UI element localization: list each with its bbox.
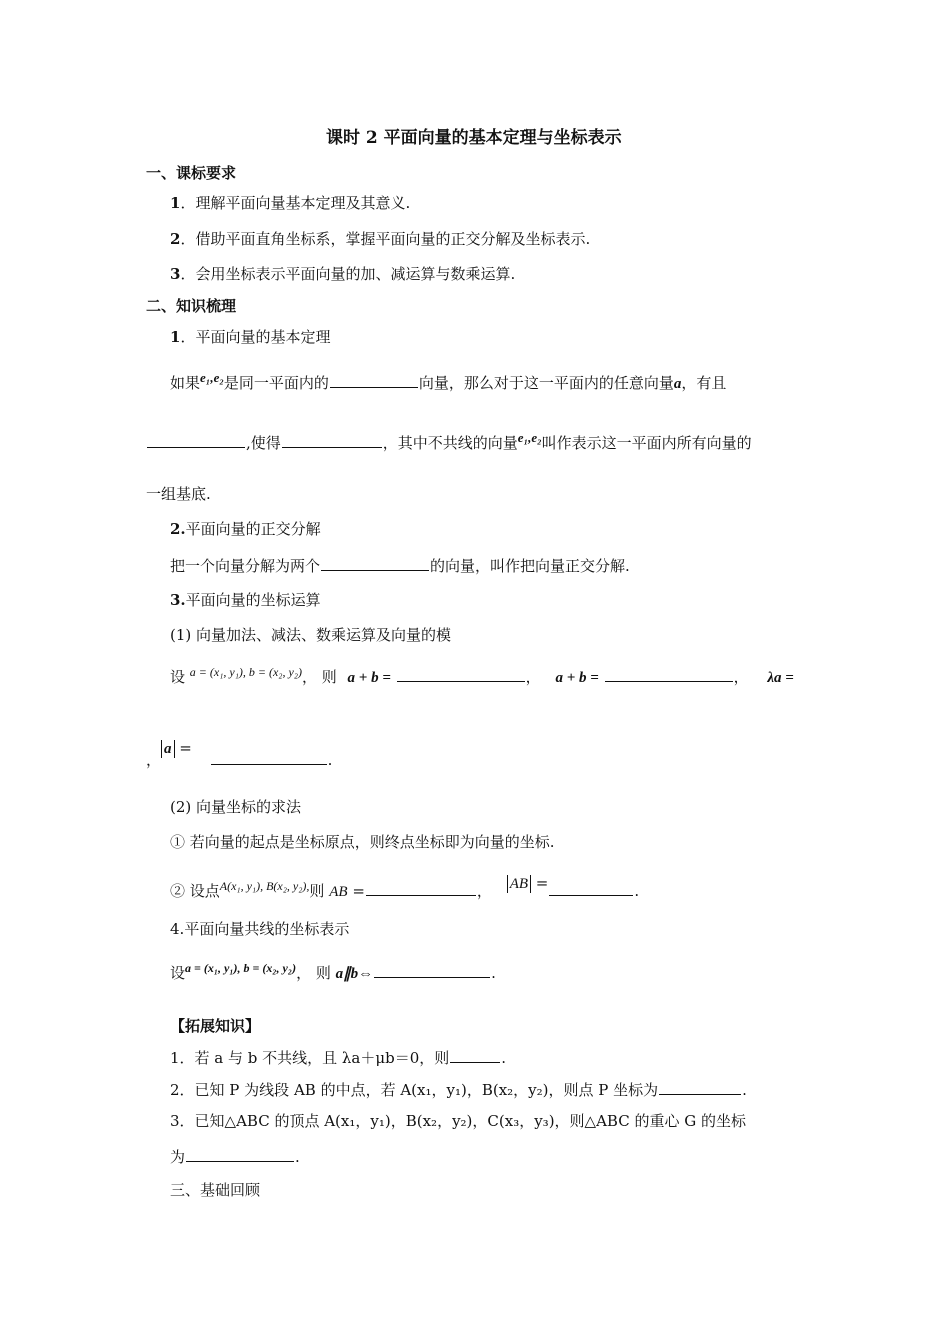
blank-ab[interactable] <box>366 880 476 896</box>
page-title: 课时 2 平面向量的基本定理与坐标表示 <box>326 128 622 148</box>
blank-diff[interactable] <box>605 666 733 682</box>
knowledge-1-title: 1．平面向量的基本定理 <box>170 328 331 346</box>
section-heading-1: 一、课标要求 <box>146 164 237 182</box>
blank-sum[interactable] <box>397 666 525 682</box>
section-heading-3: 三、基础回顾 <box>170 1181 261 1199</box>
theorem-line-3: 一组基底. <box>146 485 211 503</box>
knowledge-3-sub1: (1) 向量加法、减法、数乘运算及向量的模 <box>170 626 452 644</box>
blank-ab-modulus[interactable] <box>549 880 633 896</box>
section-heading-2: 二、知识梳理 <box>146 297 237 315</box>
rule-1: ① 若向量的起点是坐标原点，则终点坐标即为向量的坐标. <box>170 833 555 851</box>
knowledge-2-title: 2.平面向量的正交分解 <box>170 520 321 538</box>
knowledge-2-body: 把一个向量分解为两个 的向量，叫作把向量正交分解. <box>170 557 630 575</box>
blank-3[interactable] <box>282 432 382 448</box>
requirement-2: 2．借助平面直角坐标系，掌握平面向量的正交分解及坐标表示. <box>170 230 591 248</box>
theorem-line-1: 如果e₁,e₂是同一平面内的 向量，那么对于这一平面内的任意向量a，有且 <box>170 370 727 392</box>
blank-collinear[interactable] <box>374 962 490 978</box>
rule-2: ② 设点$^{A(x_1, y_1), B(x_2, y_2),}$则 AB = ， AB = . <box>170 874 640 900</box>
theorem-line-2: ,使得 ，其中不共线的向量e₁,e₂叫作表示这一平面内所有向量的 <box>146 432 752 454</box>
blank-q1[interactable] <box>450 1047 500 1063</box>
blank-4[interactable] <box>321 555 429 571</box>
requirement-3: 3．会用坐标表示平面向量的加、减运算与数乘运算. <box>170 265 516 283</box>
knowledge-4-title: 4.平面向量共线的坐标表示 <box>170 920 350 938</box>
knowledge-3-title: 3.平面向量的坐标运算 <box>170 591 321 609</box>
collinear-line: 设$^{a = (x_1, y_1), b = (x_2, y_2)}$， 则 a∥b⇔ . <box>170 961 496 982</box>
extension-q3-answer: 为 . <box>170 1148 300 1166</box>
coord-ops-line: 设 $^{a = (x_1, y_1), b = (x_2, y_2)}$， 则 a + b = ， a + b = ， λa = <box>170 665 794 686</box>
blank-2[interactable] <box>147 432 245 448</box>
extension-q3: 3．已知△ABC 的顶点 A(x₁，y₁)，B(x₂，y₂)，C(x₃，y₃)，则△ABC 的重心 G 的坐标 <box>170 1112 746 1130</box>
blank-q2[interactable] <box>659 1079 741 1095</box>
blank-q3[interactable] <box>186 1146 294 1162</box>
requirement-1: 1．理解平面向量基本定理及其意义. <box>170 194 411 212</box>
extension-q2: 2．已知 P 为线段 AB 的中点，若 A(x₁，y₁)，B(x₂，y₂)，则点 P 坐标为 . <box>170 1081 747 1099</box>
blank-1[interactable] <box>330 372 418 388</box>
knowledge-3-sub2: (2) 向量坐标的求法 <box>170 798 302 816</box>
modulus-line: ，a = . <box>146 739 333 769</box>
blank-modulus[interactable] <box>211 749 327 765</box>
extension-q1: 1．若 a 与 b 不共线，且 λa＋μb＝0，则 . <box>170 1049 507 1067</box>
extension-heading: 【拓展知识】 <box>170 1017 261 1035</box>
